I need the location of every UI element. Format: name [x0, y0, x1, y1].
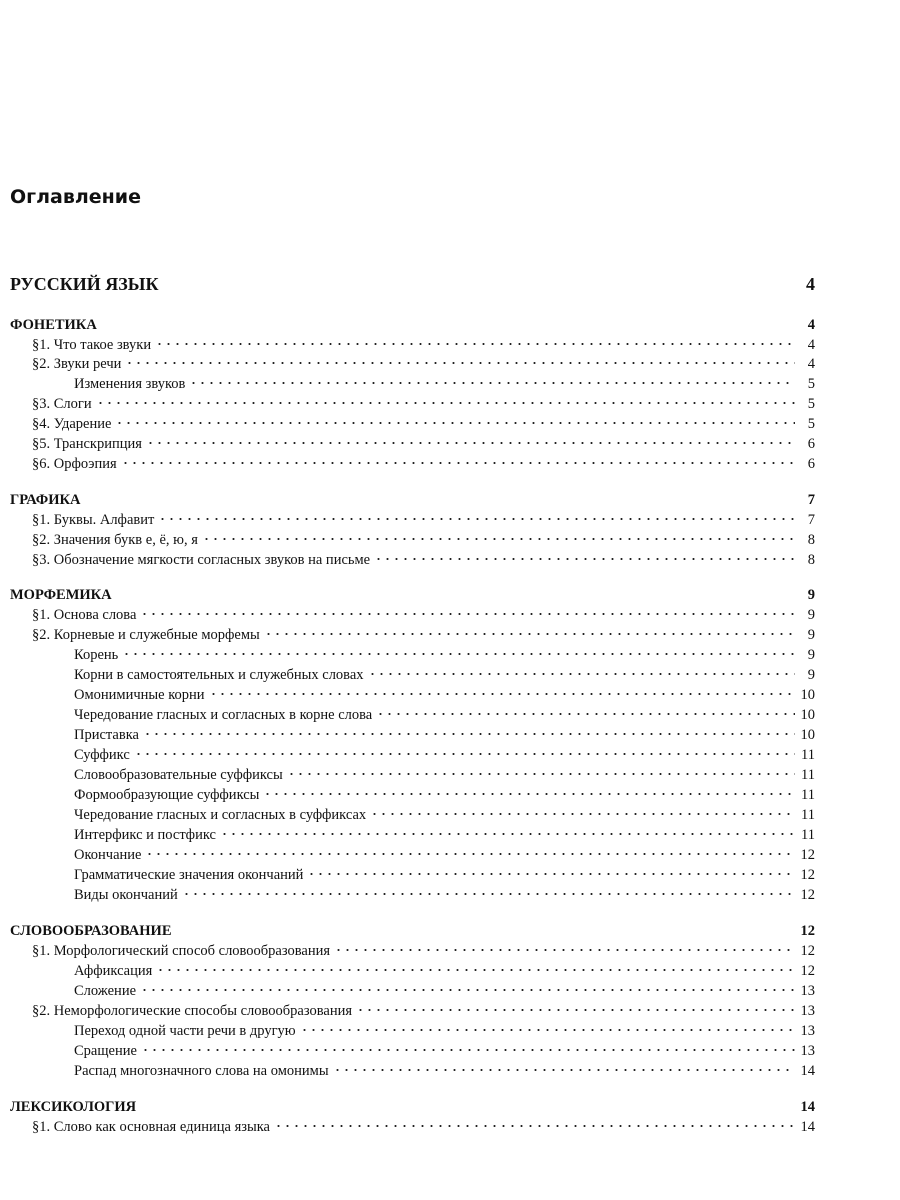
dot-leader — [307, 864, 795, 879]
toc-entry — [32, 334, 815, 354]
toc-page-number: 12 — [800, 942, 815, 959]
toc-page-number: 12 — [800, 962, 815, 979]
dot-leader — [374, 549, 795, 564]
toc-page-number: 13 — [800, 1022, 815, 1039]
entry-title: §2. Значения букв е, ё, ю, я — [32, 531, 198, 548]
dot-leader — [122, 644, 795, 659]
toc-page-number: 10 — [800, 686, 815, 703]
toc-page-number: 11 — [801, 746, 815, 763]
entry-title: §1. Что такое звуки — [32, 336, 152, 353]
toc-entry — [32, 413, 815, 433]
toc-page-number: 7 — [807, 491, 815, 508]
toc-page-number: 9 — [807, 586, 815, 603]
dot-leader — [145, 844, 795, 859]
toc-leader — [163, 272, 795, 290]
entry-title: Чередование гласных и согласных в корне слова — [74, 706, 373, 723]
toc-entry — [74, 960, 815, 980]
dot-leader — [121, 453, 795, 468]
toc-entry — [74, 744, 815, 764]
entry-title: Переход одной части речи в другую — [74, 1022, 296, 1039]
toc-entry — [74, 664, 815, 684]
entry-title: Корень — [74, 646, 119, 663]
entry-title: Грамматические значения окончаний — [74, 866, 304, 883]
toc-page-number: 9 — [807, 646, 815, 663]
dot-leader — [140, 980, 795, 995]
entry-title: Сложение — [74, 982, 137, 999]
toc-page-number: 11 — [801, 806, 815, 823]
entry-title: §1. Слово как основная единица языка — [32, 1118, 270, 1135]
dot-leader — [376, 704, 795, 719]
toc-page-number: 14 — [800, 1062, 815, 1079]
toc-page-number: 11 — [801, 766, 815, 783]
toc-title-row — [10, 272, 815, 295]
toc-page-number: 11 — [801, 786, 815, 803]
dot-leader — [140, 604, 795, 619]
dot-leader — [189, 373, 795, 388]
toc-entry — [74, 884, 815, 904]
toc-entry — [32, 604, 815, 624]
section-title: ФОНЕТИКА — [10, 316, 97, 333]
entry-title: §2. Корневые и служебные морфемы — [32, 626, 260, 643]
dot-leader — [158, 509, 795, 524]
toc-page-number: 12 — [800, 886, 815, 903]
entry-title: §6. Орфоэпия — [32, 455, 117, 472]
entry-title: Словообразовательные суффиксы — [74, 766, 283, 783]
toc-entry — [74, 804, 815, 824]
toc-entry — [74, 684, 815, 704]
toc-entry — [74, 864, 815, 884]
entry-title: §2. Звуки речи — [32, 355, 122, 372]
entry-title: Интерфикс и постфикс — [74, 826, 216, 843]
toc-page-number: 12 — [800, 922, 815, 939]
entry-title: Изменения звуков — [74, 375, 186, 392]
toc-page-number: 4 — [807, 355, 815, 372]
dot-leader — [143, 724, 795, 739]
toc-page-number: 8 — [807, 531, 815, 548]
toc-page-number: 9 — [807, 606, 815, 623]
section-title: МОРФЕМИКА — [10, 586, 112, 603]
entry-title: Окончание — [74, 846, 142, 863]
entry-title: Формообразующие суффиксы — [74, 786, 260, 803]
toc-title: РУССКИЙ ЯЗЫК — [10, 274, 159, 294]
toc-entry — [32, 1116, 815, 1136]
dot-leader — [334, 940, 795, 955]
dot-leader — [368, 664, 795, 679]
entry-title: §1. Буквы. Алфавит — [32, 511, 155, 528]
toc-page-number: 10 — [800, 706, 815, 723]
toc-leader — [85, 489, 795, 504]
dot-leader — [96, 393, 795, 408]
toc-entry — [74, 784, 815, 804]
toc-page-number: 8 — [807, 551, 815, 568]
dot-leader — [155, 334, 795, 349]
dot-leader — [370, 804, 795, 819]
toc-entry — [74, 824, 815, 844]
entry-title: §3. Слоги — [32, 395, 92, 412]
dot-leader — [182, 884, 795, 899]
toc-page-number: 10 — [800, 726, 815, 743]
toc-entry — [32, 549, 815, 569]
toc-page-number: 12 — [800, 866, 815, 883]
toc-leader — [176, 920, 795, 935]
toc-page-number: 12 — [800, 846, 815, 863]
section-title: ГРАФИКА — [10, 491, 81, 508]
entry-title: §1. Основа слова — [32, 606, 137, 623]
toc-section — [10, 1096, 815, 1116]
entry-title: §2. Неморфологические способы словообразования — [32, 1002, 353, 1019]
toc-leader — [101, 314, 795, 329]
entry-title: Сращение — [74, 1042, 137, 1059]
toc-entry — [32, 940, 815, 960]
dot-leader — [333, 1060, 795, 1075]
dot-leader — [134, 744, 795, 759]
dot-leader — [146, 433, 795, 448]
dot-leader — [141, 1040, 795, 1055]
entry-title: §3. Обозначение мягкости согласных звуков на письме — [32, 551, 371, 568]
dot-leader — [263, 784, 795, 799]
dot-leader — [356, 1000, 795, 1015]
toc-entry — [74, 1060, 815, 1080]
entry-title: Аффиксация — [74, 962, 153, 979]
toc-page-number: 4 — [807, 316, 815, 333]
toc-page-number: 6 — [807, 435, 815, 452]
toc-entry — [74, 764, 815, 784]
toc-page-number: 14 — [800, 1118, 815, 1135]
toc-entry — [74, 724, 815, 744]
toc-entry — [74, 980, 815, 1000]
toc-entry — [74, 373, 815, 393]
toc-page-number: 13 — [800, 1042, 815, 1059]
toc-entry — [32, 624, 815, 644]
entry-title: Суффикс — [74, 746, 130, 763]
toc-entry — [74, 704, 815, 724]
toc-entry — [32, 433, 815, 453]
dot-leader — [209, 684, 795, 699]
toc-page-number: 11 — [801, 826, 815, 843]
toc-entry — [74, 844, 815, 864]
dot-leader — [125, 353, 795, 368]
entry-title: §5. Транскрипция — [32, 435, 142, 452]
toc-page-number: 5 — [807, 375, 815, 392]
toc-page-number: 6 — [807, 455, 815, 472]
entry-title: Чередование гласных и согласных в суффиксах — [74, 806, 367, 823]
page-title: Оглавление — [10, 186, 141, 208]
entry-title: Распад многозначного слова на омонимы — [74, 1062, 329, 1079]
entry-title: Виды окончаний — [74, 886, 178, 903]
dot-leader — [220, 824, 795, 839]
toc-entry — [32, 353, 815, 373]
toc-page-number: 13 — [800, 982, 815, 999]
toc-leader — [140, 1096, 795, 1111]
toc-page-number: 5 — [807, 395, 815, 412]
toc-page-number: 4 — [807, 336, 815, 353]
toc-section — [10, 489, 815, 509]
toc-page-number: 13 — [800, 1002, 815, 1019]
toc-entry — [32, 509, 815, 529]
toc-entry — [74, 644, 815, 664]
toc-page-number: 5 — [807, 415, 815, 432]
toc-page-number: 14 — [800, 1098, 815, 1115]
section-title: СЛОВООБРАЗОВАНИЕ — [10, 922, 172, 939]
toc-page-number: 7 — [807, 511, 815, 528]
toc-section — [10, 314, 815, 334]
toc-entry — [32, 393, 815, 413]
entry-title: Приставка — [74, 726, 139, 743]
toc-page-number: 4 — [806, 274, 815, 294]
toc-entry — [74, 1040, 815, 1060]
toc-section — [10, 584, 815, 604]
toc-entry — [32, 1000, 815, 1020]
dot-leader — [300, 1020, 795, 1035]
toc-page-number: 9 — [807, 626, 815, 643]
toc-entry — [32, 529, 815, 549]
entry-title: §1. Морфологический способ словообразования — [32, 942, 331, 959]
toc-page-number: 9 — [807, 666, 815, 683]
toc-entry — [74, 1020, 815, 1040]
toc-entry — [32, 453, 815, 473]
toc-leader — [116, 584, 795, 599]
entry-title: §4. Ударение — [32, 415, 112, 432]
dot-leader — [115, 413, 795, 428]
dot-leader — [287, 764, 795, 779]
section-title: ЛЕКСИКОЛОГИЯ — [10, 1098, 137, 1115]
dot-leader — [156, 960, 795, 975]
entry-title: Корни в самостоятельных и служебных словах — [74, 666, 364, 683]
dot-leader — [202, 529, 795, 544]
dot-leader — [264, 624, 795, 639]
entry-title: Омонимичные корни — [74, 686, 205, 703]
toc-section — [10, 920, 815, 940]
dot-leader — [274, 1116, 795, 1131]
